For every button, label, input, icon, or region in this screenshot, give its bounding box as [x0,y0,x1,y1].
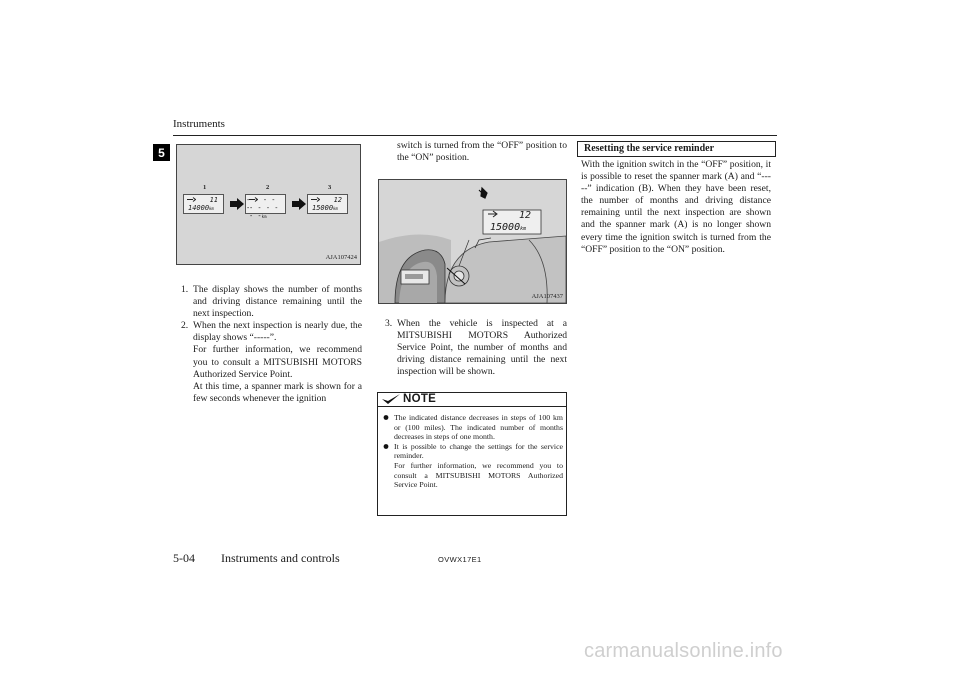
lcd2-distance: - - - - - - [249,204,279,220]
lcd-months-large: 12 [519,210,532,221]
column2-text [385,318,567,378]
page-number: 5-04 [173,551,195,565]
list-item [181,284,362,320]
instrument-cluster-illustration [379,180,566,303]
watermark: carmanualsonline.info [584,640,783,662]
figure-service-display-sequence [176,144,361,265]
note-check-icon [381,394,401,405]
note-text: The indicated distance decreases in steps of 100 km or (100 miles). The indicated number of months decreases in steps of one month. [394,413,563,442]
note-list [383,413,563,490]
arrow-right-icon [292,198,306,210]
column2-continuation: switch is turned from the “OFF” position to the “ON” position. [397,140,567,164]
lcd3-unit: km [333,206,338,211]
lcd1-months: 11 [209,196,218,204]
lcd-panel-3 [307,194,348,214]
figure1-label-3: 3 [328,184,332,191]
lcd2-unit: km [261,214,267,219]
header-title: Instruments [173,118,225,130]
figure1-id: AJA107424 [325,254,357,261]
lcd1-distance: 14000 [188,204,210,212]
figure-instrument-cluster [378,179,567,304]
bullet-icon [383,443,389,449]
arrow-right-icon [230,198,244,210]
paragraph: At this time, a spanner mark is shown for a few seconds whenever the ignition [193,380,362,404]
list-text: The display shows the number of months and driving distance remaining until the next inspection. [193,284,362,320]
section-tab: 5 [153,144,170,161]
figure2-id: AJA107437 [531,293,563,300]
lcd-unit-large: km [520,226,527,232]
document-code: OVWX17E1 [438,555,482,564]
section-heading: Resetting the service reminder [584,143,715,154]
paragraph: For further information, we recommend you to consult a MITSUBISHI MOTORS Authorized Service Point. [193,344,362,380]
list-number: 1. [181,284,189,295]
footer-section-title: Instruments and controls [221,551,340,565]
list-number: 3. [385,318,393,329]
bullet-icon [383,414,389,420]
header-rule [173,135,777,136]
lcd-distance-large: 15000 [490,222,521,233]
list-text: When the vehicle is inspected at a MITSUBISHI MOTORS Authorized Service Point, the number of months and driving distance remaining until the next inspection will be shown. [397,318,567,378]
figure1-label-1: 1 [203,184,207,191]
lcd1-unit: km [209,206,214,211]
spanner-icon [187,197,196,202]
column3-text: With the ignition switch in the “OFF” position, it is possible to reset the spanner mark (A) and “-----” indication (B). When they have been reset, the number of months and driving distance remaining until the next inspection are shown and the spanner mark (A) is no longer shown every time the ignition switch is turned from the “OFF” position to the “ON” position. [581,159,771,255]
figure1-label-2: 2 [266,184,270,191]
note-item [383,413,563,442]
list-text: When the next inspection is nearly due, the display shows “-----”. [193,320,362,344]
note-header [378,393,566,407]
note-item [383,442,563,490]
note-label: NOTE [403,393,437,405]
list-item [181,320,362,344]
note-text: It is possible to change the settings for the service reminder. [394,441,563,461]
lcd-panel-1 [183,194,224,214]
column1-text [181,284,362,405]
list-item [385,318,567,378]
note-text: For further information, we recommend you to consult a MITSUBISHI MOTORS Authorized Service Point. [394,460,563,490]
lcd3-distance: 15000 [312,204,334,212]
lcd2-months: - - - - - [246,196,276,212]
spanner-icon [311,197,320,202]
lcd-panel-2 [245,194,286,220]
lcd3-months: 12 [333,196,342,204]
list-number: 2. [181,320,189,332]
